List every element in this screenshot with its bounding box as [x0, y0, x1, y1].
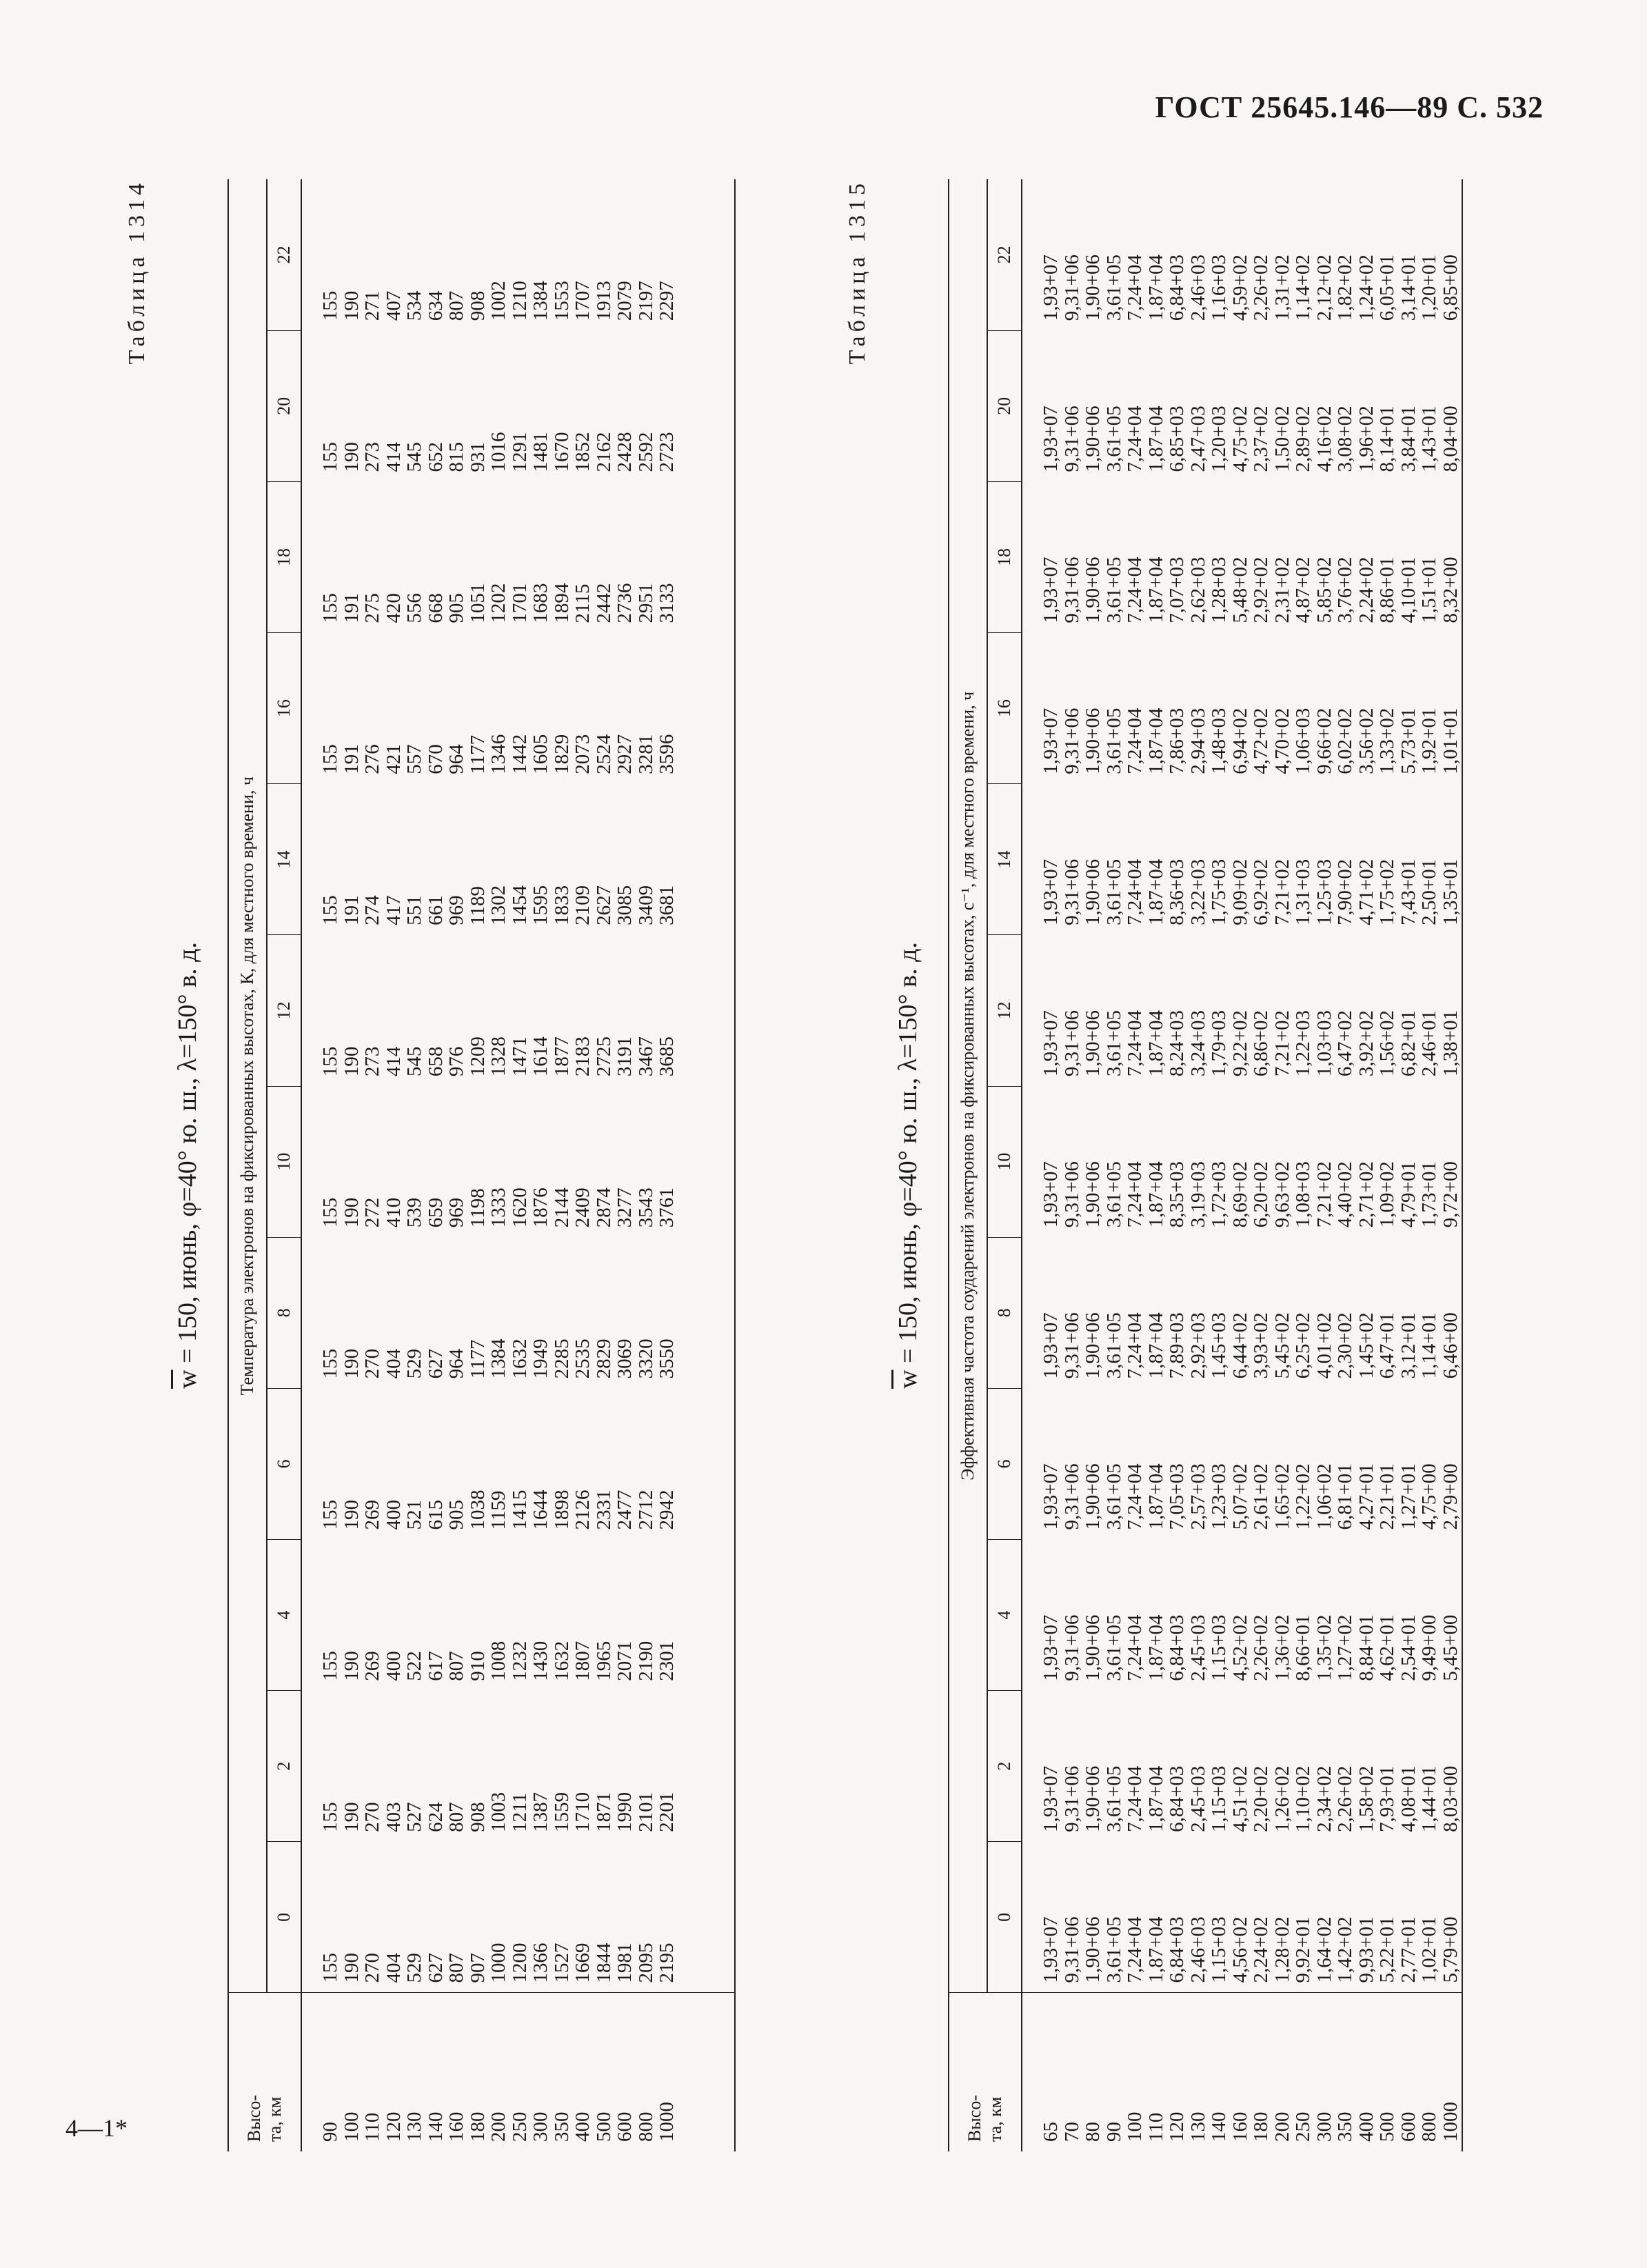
hour-header: 20 — [987, 330, 1022, 481]
value-column: 1,93+07 9,31+06 1,90+06 3,61+05 7,24+04 1,87+04 8,36+03 3,22+03 1,75+03 9,09+02 6,92+02 7,21+02 1,31+03 1,25+03 7,90+02 4,71+02 1,75+02 7,43+01 2,50+01 1,35+01 — [1022, 784, 1462, 935]
altitude-column: 65 70 80 90 100 110 120 130 140 160 180 200 250 300 350 400 500 600 800 1000 — [1022, 1993, 1462, 2151]
value-column: 1,93+07 9,31+06 1,90+06 3,61+05 7,24+04 1,87+04 6,85+03 2,47+03 1,20+03 4,75+02 2,37+02 1,50+02 2,89+02 4,16+02 3,08+02 1,96+02 8,14+01 3,84+01 1,43+01 8,04+00 — [1022, 330, 1462, 481]
hour-header: 6 — [267, 1388, 301, 1539]
value-column: 155 191 274 417 551 661 969 1189 1302 1454 1595 1833 2109 2627 3085 3409 3681 — [301, 784, 735, 935]
value-column: 155 190 270 403 527 624 807 908 1003 1211 1387 1559 1710 1871 1990 2101 2201 — [301, 1691, 735, 1842]
hour-header: 18 — [987, 481, 1022, 632]
value-column: 1,93+07 9,31+06 1,90+06 3,61+05 7,24+04 1,87+04 8,24+03 3,24+03 1,79+03 9,22+02 6,86+02 7,21+02 1,22+03 1,03+03 6,47+02 3,92+02 1,56+02 6,82+01 2,46+01 1,38+01 — [1022, 935, 1462, 1086]
hour-header: 2 — [987, 1691, 1022, 1842]
hour-header: 12 — [987, 935, 1022, 1086]
hour-header: 2 — [267, 1691, 301, 1842]
data-table — [228, 179, 736, 2151]
hour-header: 14 — [987, 784, 1022, 935]
hour-header: 20 — [267, 330, 301, 481]
hour-header: 22 — [267, 179, 301, 330]
hour-header: 16 — [267, 633, 301, 784]
value-column: 155 190 273 414 545 658 976 1209 1328 1471 1614 1877 2183 2725 3191 3467 3685 — [301, 935, 735, 1086]
value-column: 1,93+07 9,31+06 1,90+06 3,61+05 7,24+04 1,87+04 7,86+03 2,94+03 1,48+03 6,94+02 4,72+02 4,70+02 1,06+03 9,66+02 6,02+02 3,56+02 1,33+02 5,73+01 1,92+01 1,01+01 — [1022, 633, 1462, 784]
page-header: ГОСТ 25645.146—89 С. 532 — [1155, 90, 1544, 124]
table-title: $\overline{w} = 150$, июнь, φ=40° ю. ш., λ=150° в. д. — [173, 942, 202, 1389]
table-1314 — [124, 179, 736, 2151]
altitude-header: Высо- та, км — [949, 1993, 1022, 2151]
value-column: 155 191 275 420 556 668 905 1051 1202 1701 1683 1894 2115 2442 2736 2951 3133 — [301, 481, 735, 632]
hour-header: 10 — [987, 1086, 1022, 1237]
value-column: 1,93+07 9,31+06 1,90+06 3,61+05 7,24+04 1,87+04 6,84+03 2,45+03 1,15+03 4,52+02 2,26+02 1,36+02 8,66+01 1,35+02 1,27+02 8,84+01 4,62+01 2,54+01 9,49+00 5,45+00 — [1022, 1540, 1462, 1691]
value-column: 155 190 269 400 521 615 905 1038 1159 1415 1644 1898 2126 2331 2477 2712 2942 — [301, 1388, 735, 1539]
value-column: 155 191 276 421 557 670 964 1177 1346 1442 1605 1829 2073 2524 2927 3281 3596 — [301, 633, 735, 784]
hour-header: 10 — [267, 1086, 301, 1237]
value-column: 1,93+07 9,31+06 1,90+06 3,61+05 7,24+04 1,87+04 6,84+03 2,45+03 1,15+03 4,51+02 2,20+02 1,26+02 1,10+02 2,34+02 2,26+02 1,58+02 7,93+01 4,08+01 1,44+01 8,03+00 — [1022, 1691, 1462, 1842]
hour-header: 22 — [987, 179, 1022, 330]
value-column: 155 190 270 404 529 627 964 1177 1384 1632 1949 2285 2535 2829 3069 3320 3550 — [301, 1237, 735, 1388]
hour-header: 18 — [267, 481, 301, 632]
table-title: $\overline{w} = 150$, июнь, φ=40° ю. ш., λ=150° в. д. — [893, 942, 922, 1389]
hour-header: 14 — [267, 784, 301, 935]
span-header: Температура электронов на фиксированных высотах, К, для местного времени, ч — [228, 179, 267, 1993]
value-column: 1,93+07 9,31+06 1,90+06 3,61+05 7,24+04 1,87+04 7,07+03 2,62+03 1,28+03 5,48+02 2,92+02 2,31+02 4,87+02 5,85+02 3,76+02 2,24+02 8,86+01 4,10+01 1,51+01 8,32+00 — [1022, 481, 1462, 632]
hour-header: 4 — [267, 1540, 301, 1691]
altitude-column: 90 100 110 120 130 140 160 180 200 250 300 350 400 500 600 800 1000 — [301, 1993, 735, 2151]
hour-header: 4 — [987, 1540, 1022, 1691]
hour-header: 0 — [267, 1842, 301, 1993]
hour-header: 8 — [267, 1237, 301, 1388]
value-column: 155 190 273 414 545 652 815 931 1016 1291 1481 1670 1852 2162 2428 2592 2723 — [301, 330, 735, 481]
hour-header: 6 — [987, 1388, 1022, 1539]
data-table — [948, 179, 1463, 2151]
value-column: 155 190 269 400 522 617 807 910 1008 1232 1430 1632 1807 1965 2071 2190 2301 — [301, 1540, 735, 1691]
value-column: 155 190 270 404 529 627 807 907 1000 1200 1366 1527 1669 1844 1981 2095 2195 — [301, 1842, 735, 1993]
span-header: Эффективная частота соударений электронов на фиксированных высотах, с⁻¹, для местного времени, ч — [949, 179, 987, 1993]
value-column: 1,93+07 9,31+06 1,90+06 3,61+05 7,24+04 1,87+04 6,84+03 2,46+03 1,16+03 4,59+02 2,26+02 1,31+02 1,14+02 2,12+02 1,82+02 1,24+02 6,05+01 3,14+01 1,20+01 6,85+00 — [1022, 179, 1462, 330]
hour-header: 16 — [987, 633, 1022, 784]
value-column: 1,93+07 9,31+06 1,90+06 3,61+05 7,24+04 1,87+04 8,35+03 3,19+03 1,72+03 8,69+02 6,20+02 9,63+02 1,08+03 7,21+02 4,40+02 2,71+02 1,09+02 4,79+01 1,73+01 9,72+00 — [1022, 1086, 1462, 1237]
table-number: Таблица 1314 — [124, 179, 150, 365]
table-1315 — [845, 179, 1463, 2151]
table-number: Таблица 1315 — [845, 179, 870, 365]
value-column: 1,93+07 9,31+06 1,90+06 3,61+05 7,24+04 1,87+04 6,84+03 2,46+03 1,15+03 4,56+02 2,24+02 1,28+02 9,92+01 1,64+02 1,42+02 9,93+01 5,22+01 2,77+01 1,02+01 5,79+00 — [1022, 1842, 1462, 1993]
value-column: 155 190 272 410 539 659 969 1198 1333 1620 1876 2144 2409 2874 3277 3543 3761 — [301, 1086, 735, 1237]
value-column: 1,93+07 9,31+06 1,90+06 3,61+05 7,24+04 1,87+04 7,05+03 2,57+03 1,23+03 5,07+02 2,61+02 1,65+02 1,22+02 1,06+02 6,81+01 4,27+01 2,21+01 1,27+01 4,75+00 2,79+00 — [1022, 1388, 1462, 1539]
hour-header: 12 — [267, 935, 301, 1086]
hour-header: 8 — [987, 1237, 1022, 1388]
value-column: 155 190 271 407 534 634 807 908 1002 1210 1384 1553 1707 1913 2079 2197 2297 — [301, 179, 735, 330]
altitude-header: Высо- та, км — [228, 1993, 301, 2151]
hour-header: 0 — [987, 1842, 1022, 1993]
value-column: 1,93+07 9,31+06 1,90+06 3,61+05 7,24+04 1,87+04 7,89+03 2,92+03 1,45+03 6,44+02 3,93+02 5,45+02 6,25+02 4,01+02 2,30+02 1,45+02 6,47+01 3,12+01 1,14+01 6,46+00 — [1022, 1237, 1462, 1388]
page-mark: 4—1* — [65, 2114, 128, 2142]
